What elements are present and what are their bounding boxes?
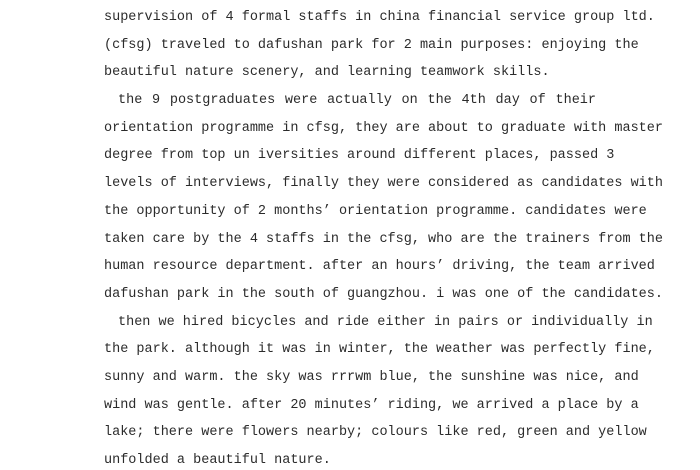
- text-line: degree from top un iversities around different places, passed 3: [104, 148, 615, 164]
- text-line: unfolded a beautiful nature.: [104, 453, 331, 468]
- text-line: wind was gentle. after 20 minutes’ riding, we arrived a place by a: [104, 397, 639, 413]
- text-line: levels of interviews, finally they were considered as candidates with: [104, 176, 663, 192]
- paragraph-first-line: then we hired bicycles and ride either in pairs or individually in: [118, 314, 653, 330]
- text-line: sunny and warm. the sky was rrrwm blue, the sunshine was nice, and: [104, 369, 639, 385]
- text-line: the park. although it was in winter, the weather was perfectly fine,: [104, 342, 655, 358]
- text-line: taken care by the 4 staffs in the cfsg, who are the trainers from the: [104, 231, 663, 247]
- text-line: (cfsg) traveled to dafushan park for 2 main purposes: enjoying the: [104, 37, 639, 53]
- text-line: the opportunity of 2 months’ orientation programme. candidates were: [104, 203, 647, 219]
- text-line: human resource department. after an hours’ driving, the team arrived: [104, 259, 655, 275]
- text-line: beautiful nature scenery, and learning teamwork skills.: [104, 65, 550, 81]
- text-line: lake; there were flowers nearby; colours like red, green and yellow: [104, 425, 647, 441]
- document-body: [104, 4, 663, 470]
- text-line: dafushan park in the south of guangzhou. i was one of the candidates.: [104, 286, 663, 302]
- paragraph-first-line: the 9 postgraduates were actually on the 4th day of their: [118, 93, 596, 109]
- text-line: orientation programme in cfsg, they are about to graduate with master: [104, 120, 663, 136]
- text-line: supervision of 4 formal staffs in china financial service group ltd.: [104, 10, 655, 25]
